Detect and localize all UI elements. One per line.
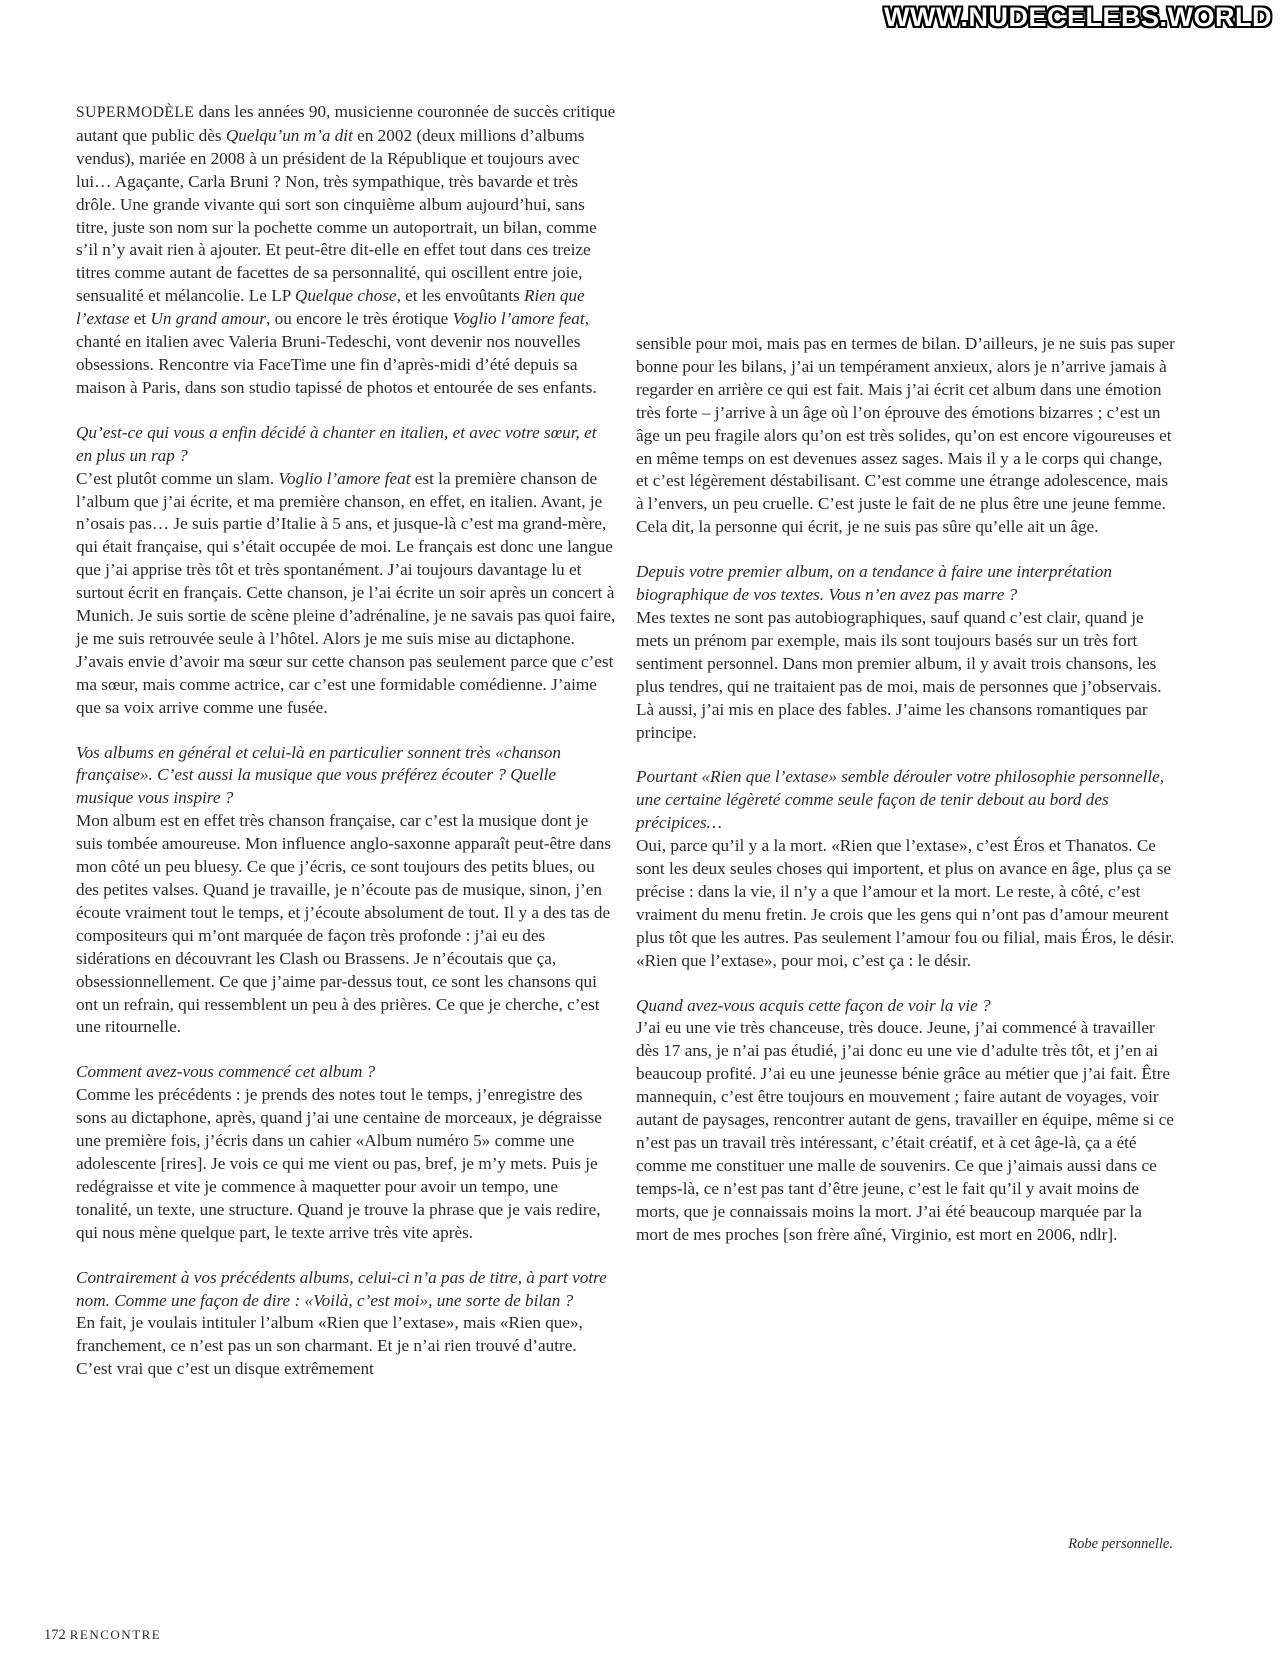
answer: Mon album est en effet très chanson française, car c’est la musique dont je suis tombée amoureuse. Mon influence anglo-saxonne apparaît peut-être dans mon côté un peu bluesy. Ce que j’écris, ce sont toujours des petits blues, ou des petites valses. Quand je travaille, je n’écoute pas de musique, sinon, j’en écoute vraiment tout le temps, et j’écoute absolument de tout. Il y a des tas de compositeurs qui m’ont marquée de façon très profonde : j’ai eu des sidérations en découvrant les Clash ou Brassens. Je n’écoutais que ça, obsessionnellement. Ce que j’aime par-dessus tout, ce sont les chansons qui ont un refrain, qui ressemblent un peu à des prières. Ce que je cherche, c’est une ritournelle.: [76, 811, 612, 1037]
photo-caption: Robe personnelle.: [1068, 1536, 1173, 1552]
column-right: [636, 333, 1176, 1247]
lead-in: SUPERMODÈLE: [76, 104, 195, 121]
answer: Mes textes ne sont pas autobiographiques, sauf quand c’est clair, quand je mets un prénom par exemple, mais ils sont toujours basés sur un très fort sentiment personnel. Dans mon premier album, il y avait trois chansons, les plus tendres, qui ne traitaient pas de moi, mais de personnes que j’observais. Là aussi, j’ai mis en place des fables. J’aime les chansons romantiques par principe.: [636, 607, 1162, 742]
question: Contrairement à vos précédents albums, celui-ci n’a pas de titre, à part votre nom. Comme une façon de dire : «Voilà, c’est moi», une sorte de bilan ?: [76, 1267, 607, 1310]
question: Depuis votre premier album, on a tendance à faire une interprétation biographique de vos textes. Vous n’en avez pas marre ?: [636, 562, 1112, 605]
column-left: [76, 101, 616, 1381]
watermark: WWW.NUDECELEBS.WORLD: [884, 2, 1272, 32]
question: Comment avez-vous commencé cet album ?: [76, 1062, 376, 1082]
question: Qu’est-ce qui vous a enfin décidé à chanter en italien, et avec votre sœur, et en plus un rap ?: [76, 422, 597, 465]
answer: C’est plutôt comme un slam. Voglio l’amore feat est la première chanson de l’album que j’ai écrite, et ma première chanson, en effet, en italien. Avant, je n’osais pas… Je suis partie d’Italie à 5 ans, et jusque-là c’est ma grand-mère, qui était française, qui s’était occupée de moi. Le français est donc une langue que j’ai apprise très tôt et très spontanément. J’ai toujours davantage lu et surtout écrit en français. Cette chanson, je l’ai écrite un soir après un concert à Munich. Je suis sortie de scène pleine d’adrénaline, je ne savais pas quoi faire, je me suis retrouvée seule à l’hôtel. Alors je me suis mise au dictaphone. J’avais envie d’avoir ma sœur sur cette chanson pas seulement parce que c’est ma sœur, mais comme actrice, car c’est une formidable comédienne. J’aime que sa voix arrive comme une fusée.: [76, 468, 616, 717]
question: Vos albums en général et celui-là en particulier sonnent très «chanson française». C’est aussi la musique que vous préférez écouter ? Quelle musique vous inspire ?: [76, 742, 561, 808]
answer: Comme les précédents : je prends des notes tout le temps, j’enregistre des sons au dictaphone, après, quand j’ai une centaine de morceaux, je dégraisse une première fois, j’écris dans un cahier «Album numéro 5» comme une adolescente [rires]. Je vois ce qui me vient ou pas, bref, je m’y mets. Puis je redégraisse et vite je commence à maquetter pour avoir un tempo, une tonalité, un texte, une structure. Quand je trouve la phrase que je vais redire, qui nous mène quelque part, le texte arrive très vite après.: [76, 1085, 602, 1242]
answer: J’ai eu une vie très chanceuse, très douce. Jeune, j’ai commencé à travailler dès 17 ans, je n’ai pas étudié, j’ai donc eu une vie d’adulte très tôt, et j’en ai beaucoup profité. J’ai eu une jeunesse bénie grâce au métier que j’ai fait. Être mannequin, c’est être toujours en mouvement ; faire autant de voyages, voir autant de paysages, rencontrer autant de gens, travailler en équipe, même si ce n’est pas un travail très intéressant, c’était créatif, et à cet âge-là, ça a été comme me constituer une malle de souvenirs. Ce que j’aimais aussi dans ce temps-là, ce n’est pas tant d’être jeune, c’est le fait qu’il y avait moins de morts, que je connaissais moins la mort. J’ai été beaucoup marquée par la mort de mes proches [son frère aîné, Virginio, est mort en 2006, ndlr].: [636, 1018, 1174, 1244]
question: Quand avez-vous acquis cette façon de voir la vie ?: [636, 995, 991, 1015]
page-number: 172: [44, 1627, 66, 1643]
intro-paragraph: SUPERMODÈLE dans les années 90, musicienne couronnée de succès critique autant que public dès Quelqu’un m’a dit en 2002 (deux millions d’albums vendus), mariée en 2008 à un président de la République et toujours avec lui… Agaçante, Carla Bruni ? Non, très sympathique, très bavarde et très drôle. Une grande vivante qui sort son cinquième album aujourd’hui, sans titre, juste son nom sur la pochette comme un autoportrait, un bilan, comme s’il n’y avait rien à ajouter. Et peut-être dit-elle en effet tout dans ces treize titres comme autant de facettes de sa personnalité, qui oscillent entre joie, sensualité et mélancolie. Le LP Quelque chose, et les envoûtants Rien que l’extase et Un grand amour, ou encore le très érotique Voglio l’amore feat, chanté en italien avec Valeria Bruni-Tedeschi, vont devenir nos nouvelles obsessions. Rencontre via FaceTime une fin d’après-midi d’été depuis sa maison à Paris, dans son studio tapissé de photos et entourée de ses enfants.: [76, 102, 616, 397]
question: Pourtant «Rien que l’extase» semble dérouler votre philosophie personnelle, une certaine légèreté comme seule façon de tenir debout au bord des précipices…: [636, 767, 1165, 833]
answer: Oui, parce qu’il y a la mort. «Rien que l’extase», c’est Éros et Thanatos. Ce sont les deux seules choses qui importent, et plus on avance en âge, plus ça se précise : dans la vie, il n’y a que l’amour et la mort. Le reste, à côté, c’est vraiment du menu fretin. Je crois que les gens qui n’ont pas d’amour meurent plus tôt que les autres. Pas seulement l’amour fou ou filial, mais Éros, le désir. «Rien que l’extase», pour moi, c’est ça : le désir.: [636, 836, 1175, 970]
page-folio: [44, 1627, 161, 1644]
answer-continued: sensible pour moi, mais pas en termes de bilan. D’ailleurs, je ne suis pas super bonne pour les bilans, j’ai un tempérament anxieux, alors je n’arrive jamais à regarder en arrière ce qui est fait. Mais j’ai écrit cet album dans une émotion très forte – j’arrive à un âge où l’on éprouve des émotions bizarres ; c’est un âge un peu fragile alors qu’on est très solides, qu’on est encore vigoureuses et en même temps on est devenues assez sages. Mais il y a le corps qui change, et c’est légèrement déstabilisant. C’est comme une étrange adolescence, mais à l’envers, un peu cruelle. C’est juste le fait de ne plus être une jeune femme. Cela dit, la personne qui écrit, je ne suis pas sûre qu’elle ait un âge.: [636, 334, 1175, 537]
answer: En fait, je voulais intituler l’album «Rien que l’extase», mais «Rien que», franchement, ce n’est pas un son charmant. Et je n’ai rien trouvé d’autre. C’est vrai que c’est un disque extrêmement: [76, 1313, 583, 1379]
section-rubric: RENCONTRE: [69, 1627, 162, 1642]
